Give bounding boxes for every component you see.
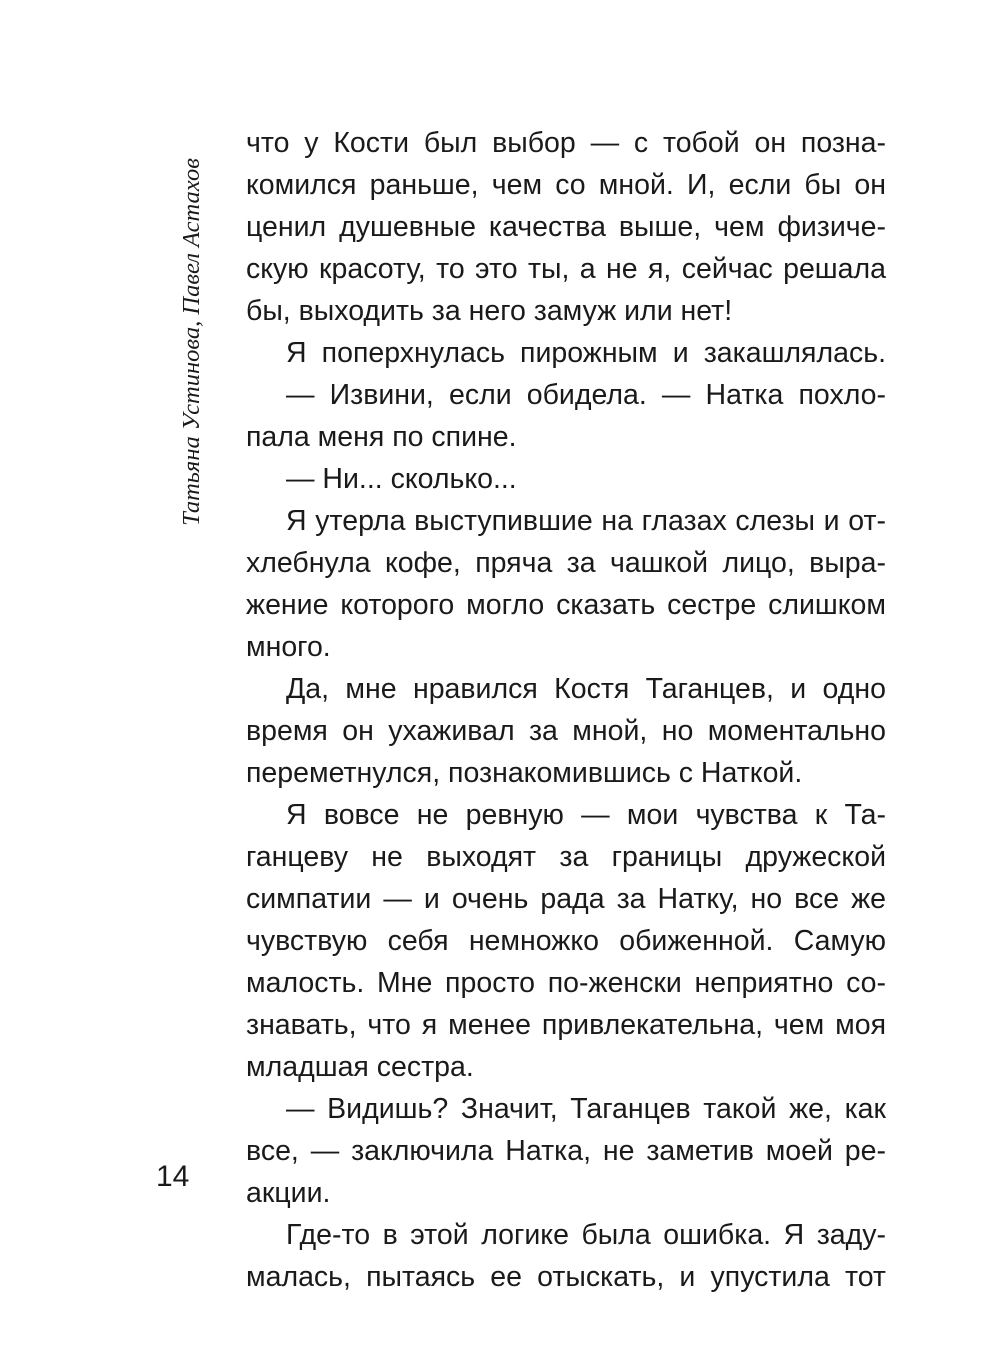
text-line: — Видишь? Значит, Таганцев такой же, как bbox=[286, 1093, 886, 1125]
text-line: ценил душевные качества выше, чем физиче- bbox=[246, 211, 886, 243]
text-line: переметнулся, познакомившись с Наткой. bbox=[246, 757, 803, 789]
text-line: жение которого могло сказать сестре слишком bbox=[246, 589, 886, 621]
text-line: чувствую себя немножко обиженной. Самую bbox=[246, 925, 886, 957]
text-line: Где-то в этой логике была ошибка. Я заду- bbox=[286, 1219, 886, 1251]
text-line: скую красоту, то это ты, а не я, сейчас решала bbox=[246, 253, 886, 285]
text-line: Я утерла выступившие на глазах слезы и от- bbox=[286, 505, 886, 537]
text-line: все, — заключила Натка, не заметив моей ре- bbox=[246, 1135, 886, 1167]
text-line: — Извини, если обидела. — Натка похло- bbox=[286, 379, 886, 411]
text-line: Я поперхнулась пирожным и закашлялась. bbox=[286, 337, 886, 369]
text-line: много. bbox=[246, 631, 331, 663]
page-number: 14 bbox=[156, 1160, 190, 1193]
running-head-authors: Татьяна Устинова, Павел Астахов bbox=[178, 158, 205, 526]
text-line: пала меня по спине. bbox=[246, 421, 517, 453]
text-line: знавать, что я менее привлекательна, чем моя bbox=[246, 1009, 886, 1041]
text-line: бы, выходить за него замуж или нет! bbox=[246, 295, 733, 327]
text-line: ганцеву не выходят за границы дружеской bbox=[246, 841, 886, 873]
text-line: Да, мне нравился Костя Таганцев, и одно bbox=[286, 673, 886, 705]
text-line: малась, пытаясь ее отыскать, и упустила тот bbox=[246, 1261, 886, 1293]
text-line: хлебнула кофе, пряча за чашкой лицо, выра- bbox=[246, 547, 886, 579]
body-text bbox=[246, 122, 886, 1298]
text-line: симпатии — и очень рада за Натку, но все же bbox=[246, 883, 886, 915]
text-line: что у Кости был выбор — с тобой он позна- bbox=[246, 127, 886, 159]
text-line: — Ни... сколько... bbox=[286, 463, 517, 495]
text-line: Я вовсе не ревную — мои чувства к Та- bbox=[286, 799, 886, 831]
text-line: младшая сестра. bbox=[246, 1051, 474, 1083]
text-line: акции. bbox=[246, 1177, 331, 1209]
text-line: время он ухаживал за мной, но моментально bbox=[246, 715, 886, 747]
text-line: малость. Мне просто по-женски неприятно со- bbox=[246, 967, 886, 999]
text-line: комился раньше, чем со мной. И, если бы он bbox=[246, 169, 886, 201]
